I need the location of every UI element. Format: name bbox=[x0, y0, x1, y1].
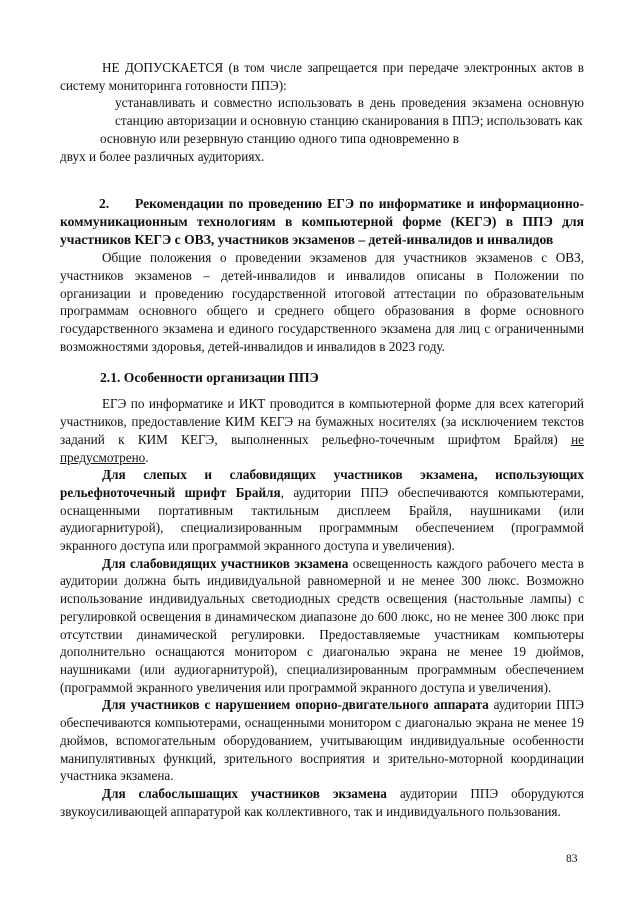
spacer bbox=[60, 355, 584, 369]
spacer bbox=[60, 165, 584, 195]
section-2-1-paragraph-1 bbox=[60, 395, 584, 466]
paragraph-end: . bbox=[145, 449, 149, 465]
intro-rule-2: основную или резервную станцию одного типа одновременно в bbox=[100, 130, 459, 146]
section-2-1-paragraph-5 bbox=[60, 785, 584, 820]
text-column bbox=[60, 59, 584, 820]
paragraph-lead: Для слепых и слабовидящих участников экзамена, использующих рельефноточечный шрифт Брайля bbox=[60, 467, 584, 500]
section-2-1-paragraph-4 bbox=[60, 696, 584, 785]
paragraph-text: , аудитории ППЭ обеспечиваются компьютерами, оснащенными портативным тактильным дисплеем Брайля, наушниками (или аудиогарнитурой), специализированным программным обеспечением (программой экранного доступа или программой экранного доступа и увеличения). bbox=[60, 484, 584, 554]
section-2-1-heading: 2.1. Особенности организации ППЭ bbox=[100, 370, 319, 386]
section-2-heading bbox=[60, 195, 584, 249]
section-2-number: 2. bbox=[99, 196, 110, 212]
paragraph-lead: Для участников с нарушением опорно-двигательного аппарата bbox=[102, 697, 489, 713]
paragraph-lead: Для слабовидящих участников экзамена bbox=[102, 555, 349, 571]
section-2-paragraph: Общие положения о проведении экзаменов для участников экзаменов с ОВЗ, участников экзаменов – детей-инвалидов и инвалидов описаны в Положении по организации и проведению государственной итоговой аттестации по образовательным программам основного общего и среднего общего образования в форме основного государственного экзамена и единого государственного экзамена для лиц с ограниченными возможностями здоровья, детей-инвалидов и инвалидов в 2023 году. bbox=[60, 250, 584, 354]
paragraph-text: ЕГЭ по информатике и ИКТ проводится в компьютерной форме для всех категорий участников, предоставление КИМ КЕГЭ на бумажных носителях (за исключением текстов заданий к КИМ КЕГЭ, выполненных рельефно-точечным шрифтом Брайля) bbox=[60, 396, 584, 447]
paragraph-text: освещенность каждого рабочего места в аудитории должна быть индивидуальной равномерной и не менее 300 люкс. Возможно использование индивидуальных светодиодных средств освещения (настольные лампы) с регулировкой освещения в динамическом диапазоне до 600 люкс, но не менее 300 люкс при отсутствии динамической регулировки. Предоставляемые участникам компьютеры дополнительно оснащаются монитором с диагональю экрана не менее 19 дюймов, наушниками (или аудиогарнитурой), специализированным программным обеспечением (программой экранного увеличения или программой экранного доступа и увеличения). bbox=[60, 555, 585, 695]
paragraph-text: аудитории ППЭ обеспечиваются компьютерами, оснащенными монитором с диагональю экрана не менее 19 дюймов, вспомогательным оборудованием, учитывающим индивидуальные особенности манипулятивных функций, зрительного восприятия и зрительно-моторной координации участника экзамена. bbox=[60, 697, 584, 784]
section-2-1-paragraph-3 bbox=[60, 555, 584, 697]
intro-rule-3: двух и более различных аудиториях. bbox=[60, 148, 265, 164]
underlined-phrase: не предусмотрено bbox=[60, 431, 584, 465]
section-2-title: Рекомендации по проведению ЕГЭ по информатике и информационно-коммуникационным технологиям в компьютерной форме (КЕГЭ) в ППЭ для участников КЕГЭ с ОВЗ, участников экзаменов – детей-инвалидов и инвалидов bbox=[60, 196, 584, 248]
page-number: 83 bbox=[566, 853, 578, 865]
intro-paragraph: НЕ ДОПУСКАЕТСЯ (в том числе запрещается при передаче электронных актов в систему мониторинга готовности ППЭ): bbox=[60, 60, 584, 93]
paragraph-lead: Для слабослышащих участников экзамена bbox=[102, 785, 387, 801]
intro-rule-1-text: устанавливать и совместно использовать в день проведения экзамена основную станцию авторизации и основную станцию сканирования в ППЭ; использовать как bbox=[115, 95, 584, 129]
section-2-1-paragraph-2 bbox=[60, 466, 584, 555]
paragraph-text: аудитории ППЭ оборудуются звукоусиливающей аппаратурой как коллективного, так и индивидуального пользования. bbox=[60, 785, 584, 819]
intro-rule-1 bbox=[60, 94, 584, 129]
